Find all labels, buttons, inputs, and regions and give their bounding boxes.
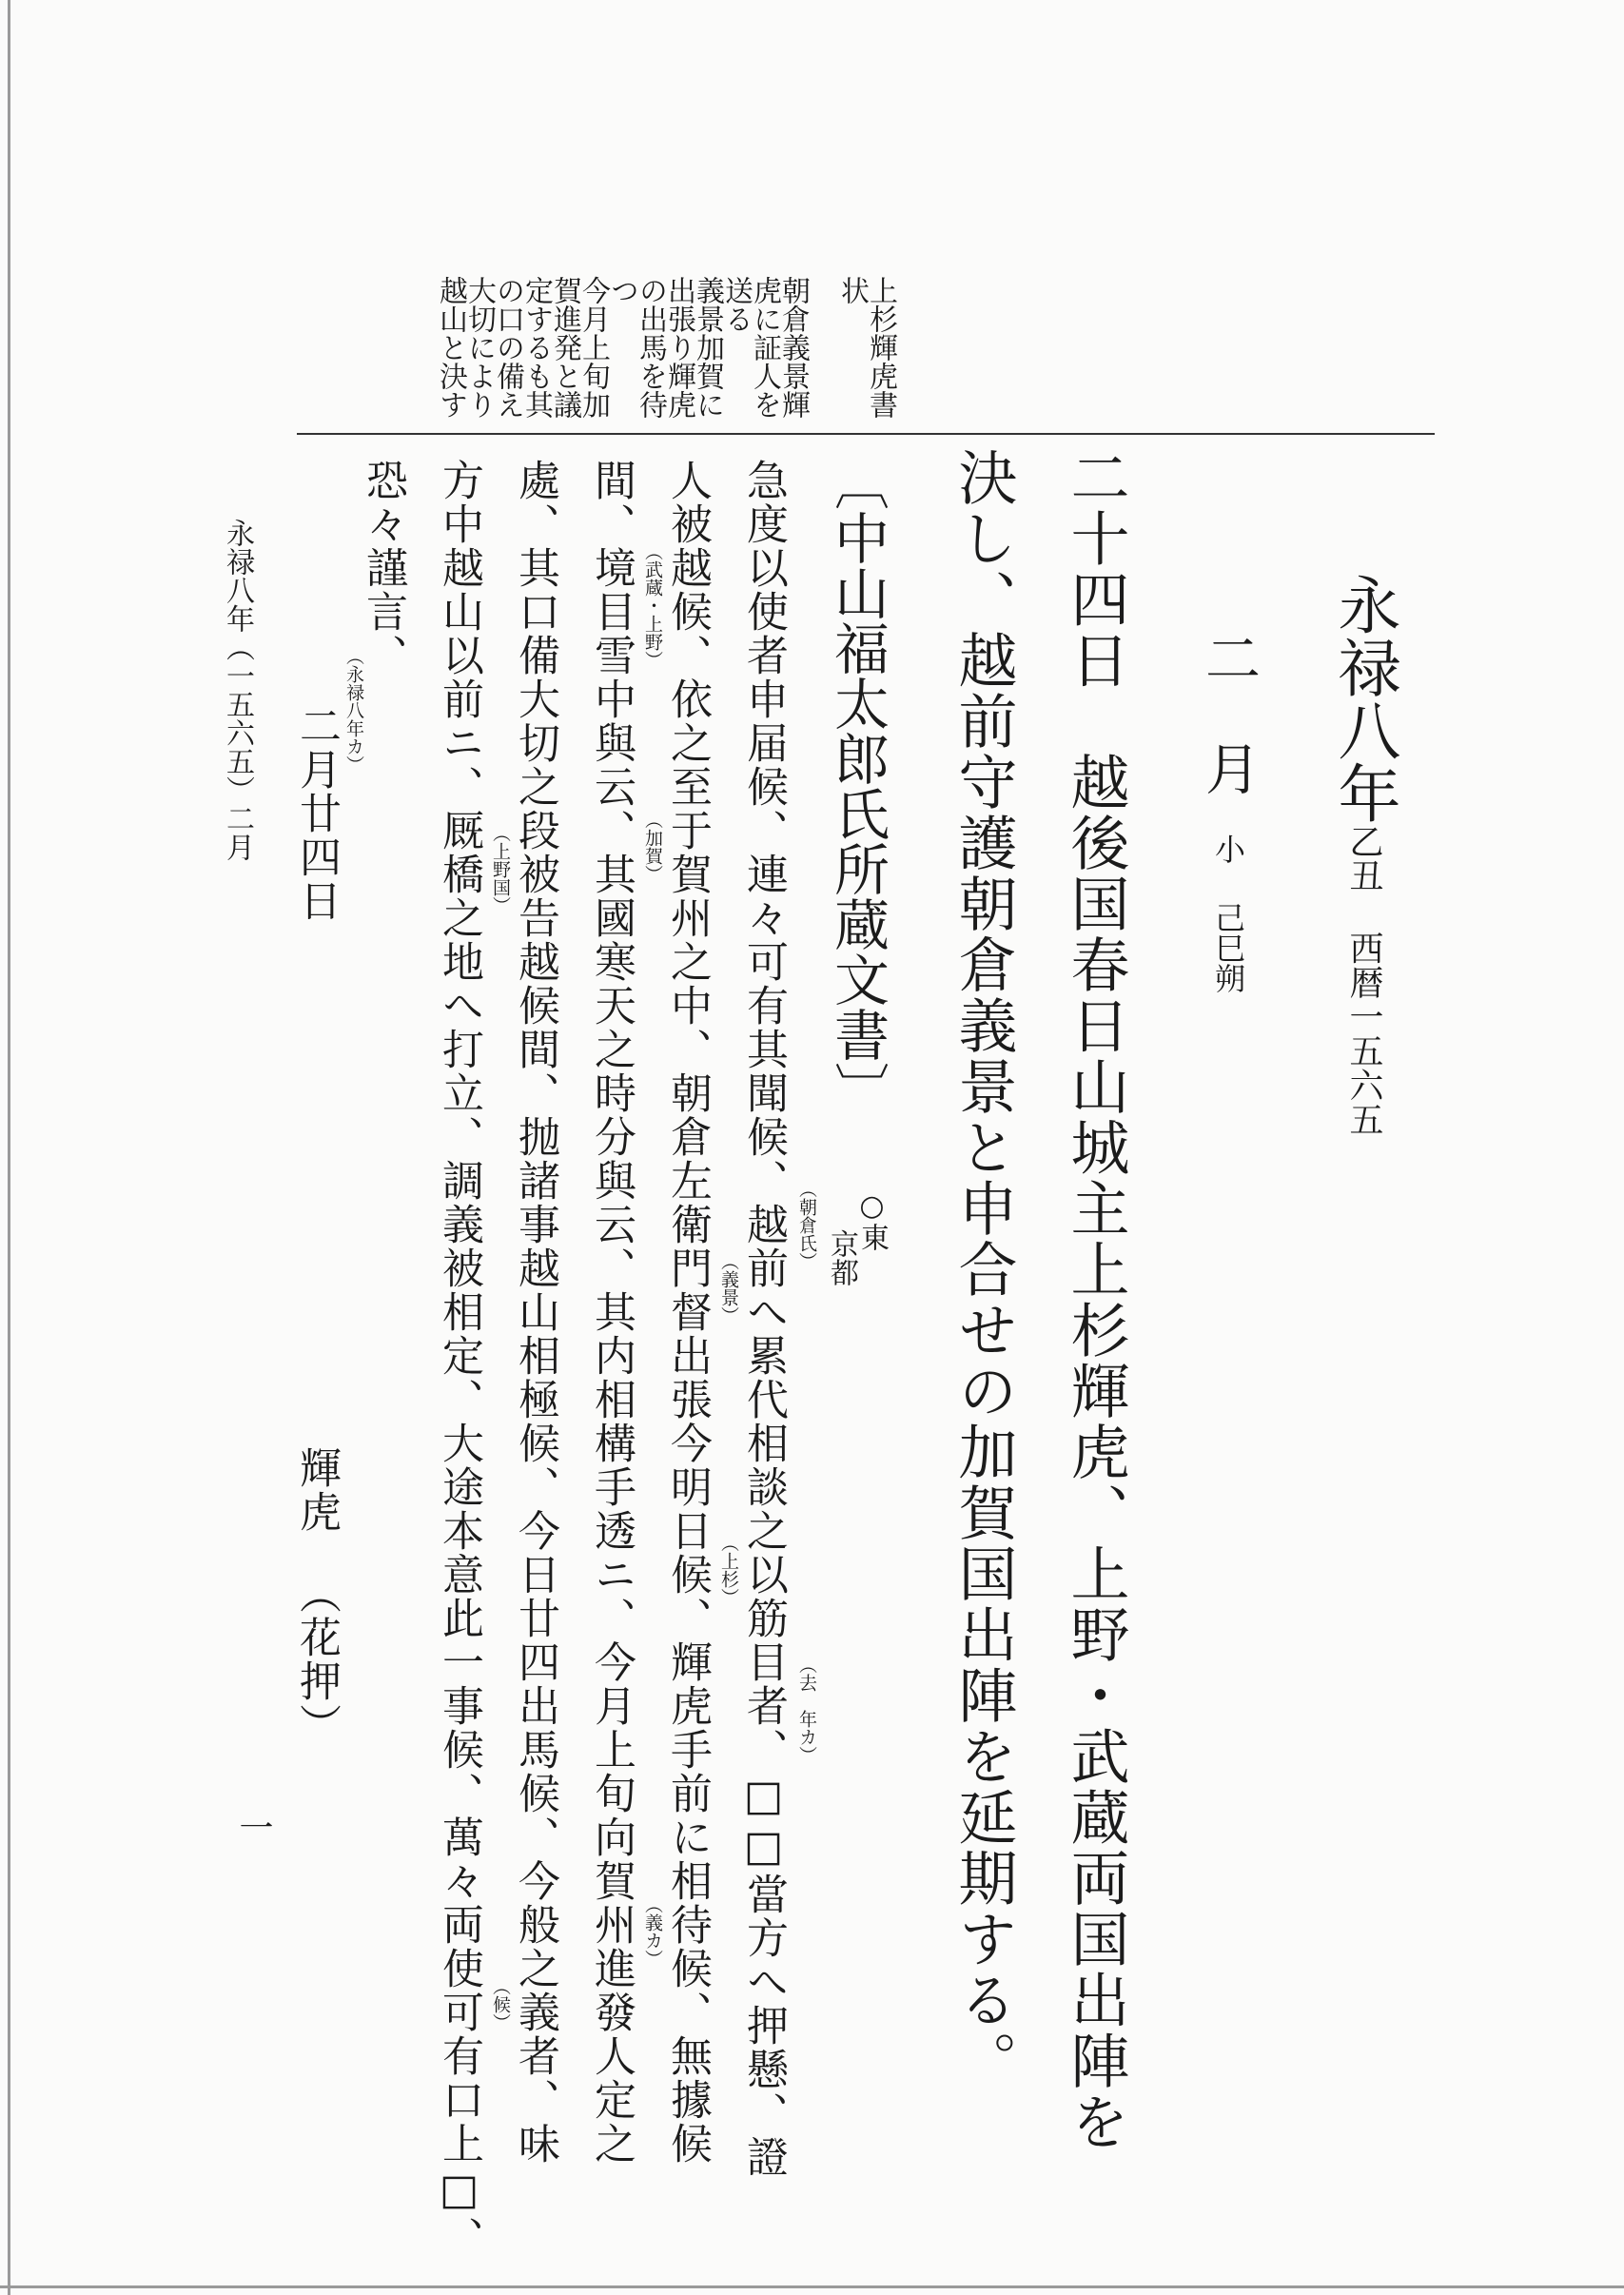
letter-line-4: 處、其口備大切之段被告越候間、抛諸事越山相極候、今日廿四出馬候、今般之義者、味 — [511, 459, 559, 2166]
sidenote-line: 送る — [719, 276, 753, 333]
sidenote-line: 賀進発と議 — [548, 276, 581, 419]
letter-line-5: 方中越山以前ニ、厩橋之地へ打立、調義被相定、大途本意此一事候、萬々両使可有口上□、 — [435, 459, 483, 2260]
sidenote-line: 義景加賀に — [691, 276, 724, 419]
sidenote-line: の口の備え — [491, 276, 524, 419]
gloss-gi: （義カ） — [642, 1895, 663, 1968]
gloss-asakura: （朝倉氏） — [796, 1180, 817, 1270]
gloss-soro: （候） — [490, 1977, 511, 2031]
letter-signer: 輝虎（花押） — [292, 1446, 341, 1747]
era-heading: 永禄八年乙丑西暦一五六五 — [1327, 573, 1400, 1136]
source-location: ○東 — [855, 1189, 889, 1251]
letter-closing: 恐々謹言、 — [359, 459, 407, 677]
gloss-kyonen: （去 年カ） — [796, 1656, 817, 1764]
letter-line-2: 人被越候、依之至于賀州之中、朝倉左衛門督出張今明日候、輝虎手前に相待候、無據候 — [663, 459, 712, 2166]
gloss-musashi-kozuke: （武蔵・上野） — [642, 542, 663, 669]
sidenote-line: つ — [605, 276, 638, 304]
running-head: 永禄八年（一五六五）二月 — [221, 519, 254, 861]
letter-line-3: 間、境目雪中與云、其國寒天之時分與云、其内相構手透ニ、今月上旬向賀州進發人定之 — [587, 459, 636, 2166]
source-location-2: 京都 — [825, 1229, 858, 1286]
month-heading: 二 月小己巳朔 — [1196, 630, 1261, 993]
sidenote-line: 虎に証人を — [748, 276, 781, 419]
entry-line-1: 二十四日 越後国春日山城主上杉輝虎、上野・武蔵両国出陣を — [1061, 447, 1130, 2152]
sidenote-line: の出馬を待 — [634, 276, 667, 419]
page-edge-left — [8, 0, 10, 2295]
letter-line-1: 急度以使者申届候、連々可有其聞候、越前へ累代相談之以筋目者、□□當方へ押懸、證 — [739, 459, 788, 2179]
western-year: 西暦一五六五 — [1344, 931, 1383, 1136]
sidenote-line: 出張り輝虎 — [662, 276, 695, 419]
sidenote-line: 定するも其 — [519, 276, 553, 419]
gloss-kaga: （加賀） — [642, 811, 663, 883]
sidenote-rule — [297, 433, 1435, 435]
page-edge-bottom — [0, 2285, 1624, 2288]
letter-date: 二月廿四日 — [292, 704, 341, 923]
source-title: 〔中山福太郎氏所蔵文書〕 — [825, 455, 890, 1117]
month-first-day: 己巳朔 — [1210, 902, 1246, 993]
sidenote-title-cont: 状 — [835, 276, 869, 304]
gloss-uesugi: （上杉） — [718, 1534, 739, 1606]
sidenote-line: 大切により — [462, 276, 496, 419]
date-gloss: （永禄八年カ） — [343, 647, 364, 774]
entry-line-2: 決し、越前守護朝倉義景と申合せの加賀国出陣を延期する。 — [949, 447, 1018, 2091]
sidenote-line: 越山と決す — [434, 276, 467, 419]
page-number: 一 — [234, 1810, 273, 1844]
gloss-kozuke-no-kuni: （上野国） — [490, 824, 511, 914]
sidenote-line: 朝倉義景輝 — [776, 276, 810, 419]
sidenote-line: 今月上旬加 — [577, 276, 610, 419]
gloss-yoshikage: （義景） — [718, 1252, 739, 1324]
month-size: 小 — [1210, 834, 1246, 864]
sidenote-title: 上杉輝虎書 — [864, 276, 897, 419]
era-kanshi: 乙丑 — [1344, 824, 1383, 892]
